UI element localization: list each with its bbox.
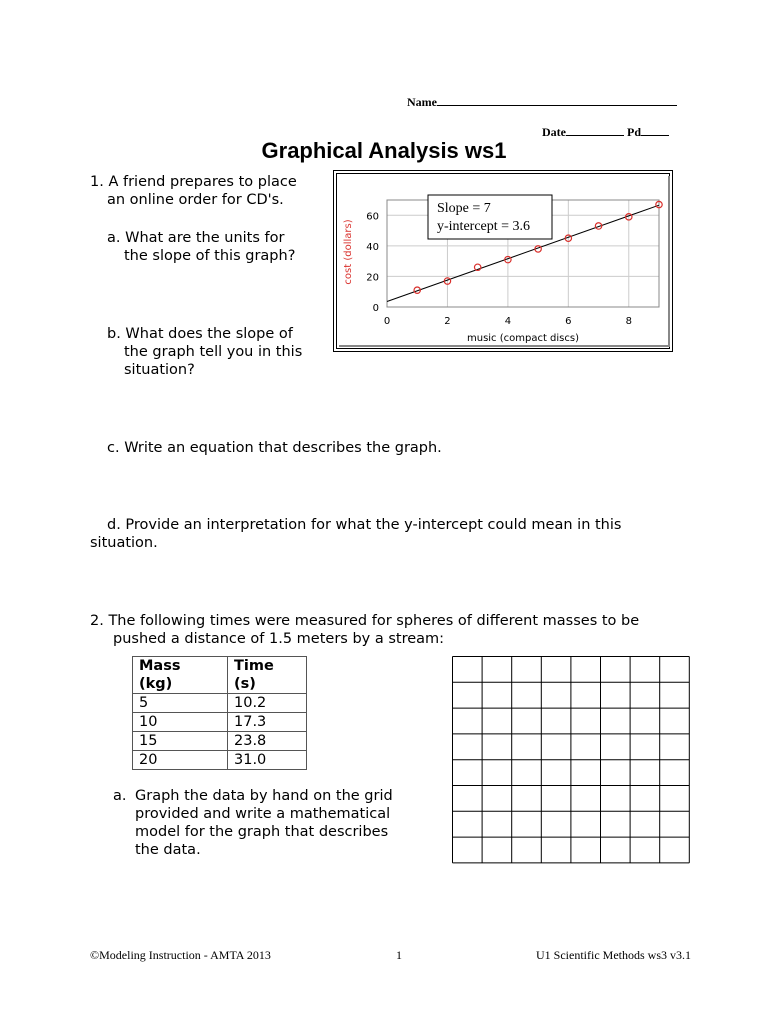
table-cell-time: 10.2 (228, 694, 307, 713)
q2a-line2: provided and write a mathematical (135, 806, 391, 822)
q2a-label: a. (113, 788, 127, 804)
table-cell-time: 17.3 (228, 713, 307, 732)
table-cell-mass: 5 (133, 694, 228, 713)
footer-copyright: ©Modeling Instruction - AMTA 2013 (90, 948, 271, 962)
header-mass: Mass (139, 658, 181, 674)
date-blank[interactable] (566, 124, 624, 136)
mass-time-table-wrap (132, 656, 307, 770)
annotation-intercept: y-intercept = 3.6 (437, 219, 531, 234)
table-row (133, 713, 307, 732)
x-tick-label: 2 (444, 316, 451, 327)
graphing-grid[interactable] (452, 656, 692, 869)
annotation-slope: Slope = 7 (437, 201, 491, 216)
q1b-line2: the graph tell you in this (124, 344, 303, 360)
mass-time-table (132, 656, 307, 770)
q2a-line3: model for the graph that describes (135, 824, 389, 840)
graphing-grid-svg[interactable] (452, 656, 692, 864)
q1c-text: c. Write an equation that describes the graph. (107, 440, 442, 456)
date-label: Date (542, 125, 566, 139)
x-tick-label: 0 (383, 316, 391, 327)
table-row (133, 694, 307, 713)
header-time: Time (234, 658, 274, 674)
q2-prompt-line2: pushed a distance of 1.5 meters by a stream: (113, 631, 445, 647)
q1d-line1: d. Provide an interpretation for what the y-intercept could mean in this (107, 517, 622, 533)
q2a-line1: Graph the data by hand on the grid (135, 788, 393, 804)
y-tick-label: 60 (366, 211, 379, 223)
y-tick-label: 0 (372, 303, 379, 314)
q2-prompt-line1: 2. The following times were measured for spheres of different masses to be (90, 613, 640, 629)
y-tick-label: 20 (366, 272, 379, 284)
footer-page-number: 1 (396, 948, 402, 962)
table-row (133, 751, 307, 770)
table-header-time (228, 657, 307, 694)
q2a-line4: the data. (135, 842, 201, 858)
x-tick-label: 4 (504, 316, 512, 327)
name-label: Name (407, 95, 437, 109)
table-header-row (133, 657, 307, 694)
q1b-line1: b. What does the slope of (107, 326, 293, 342)
pd-blank[interactable] (641, 124, 669, 136)
pd-label: Pd (627, 125, 642, 139)
table-cell-time: 31.0 (228, 751, 307, 770)
q1-prompt-line1: 1. A friend prepares to place (90, 174, 297, 190)
table-cell-mass: 10 (133, 713, 228, 732)
q1a-line2: the slope of this graph? (124, 248, 296, 264)
q1d-line2: situation. (90, 535, 158, 551)
name-field[interactable] (407, 94, 677, 110)
footer-doc-id: U1 Scientific Methods ws3 v3.1 (536, 948, 691, 962)
q1b-line3: situation? (124, 362, 195, 378)
table-cell-mass: 20 (133, 751, 228, 770)
cd-cost-chart (333, 170, 673, 352)
chart-x-label: music (compact discs) (466, 333, 580, 344)
q1a-line1: a. What are the units for (107, 230, 285, 246)
chart-y-label: cost (dollars) (343, 219, 354, 285)
y-tick-label: 40 (366, 241, 379, 253)
name-blank[interactable] (437, 94, 677, 106)
table-cell-mass: 15 (133, 732, 228, 751)
table-header-mass (133, 657, 228, 694)
page-title: Graphical Analysis ws1 (261, 138, 507, 163)
x-tick-label: 8 (625, 316, 632, 327)
table-row (133, 732, 307, 751)
header-mass-unit: (kg) (139, 676, 173, 692)
header-time-unit: (s) (234, 676, 256, 692)
q1-prompt-line2: an online order for CD's. (107, 192, 284, 208)
chart-svg (333, 170, 673, 352)
x-tick-label: 6 (565, 316, 572, 327)
table-cell-time: 23.8 (228, 732, 307, 751)
